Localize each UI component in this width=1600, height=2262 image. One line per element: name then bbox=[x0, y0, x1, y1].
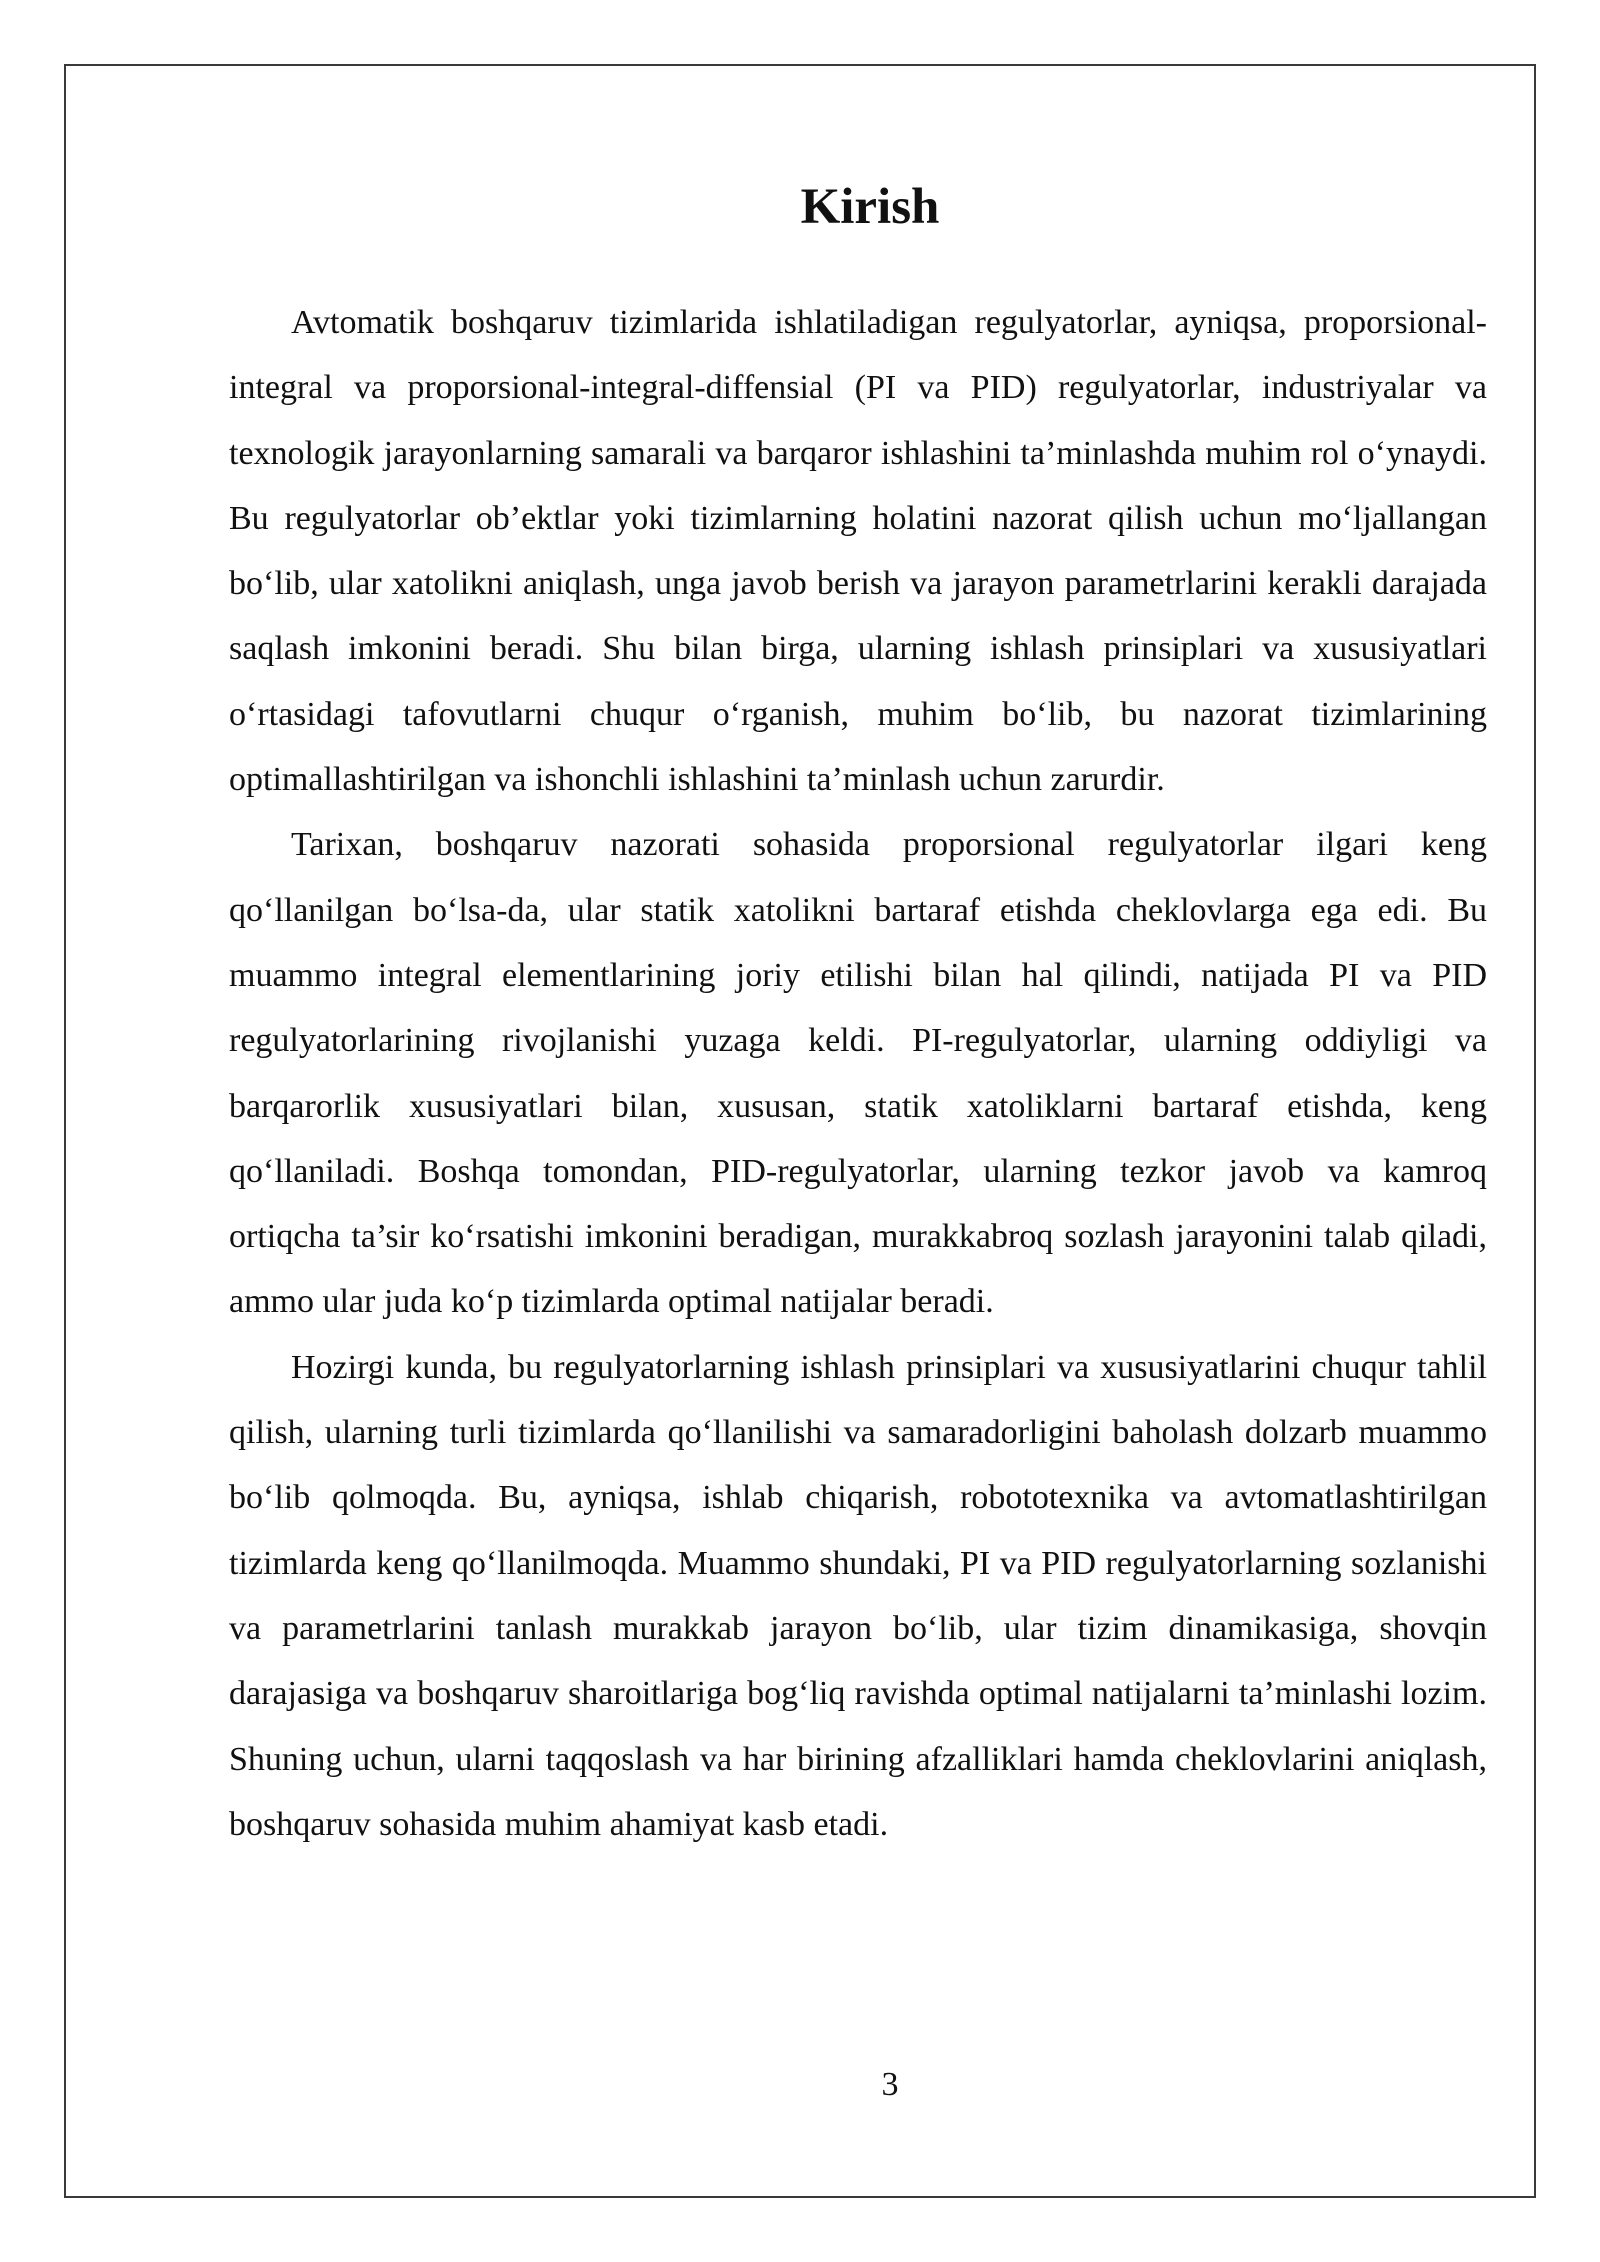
page-title: Kirish bbox=[800, 179, 940, 236]
paragraph-2: Tarixan, boshqaruv nazorati sohasida proporsional regulyatorlar ilgari keng qo‘llanilgan bo‘lsa-da, ular statik xatolikni bartaraf etishda cheklovlarga ega edi. Bu muammo integral elementlarining joriy etilishi bilan hal qilindi, natijada PI va PID regulyatorlarining rivojlanishi yuzaga keldi. PI-regulyatorlar, ularning oddiyligi va barqarorlik xususiyatlari bilan, xususan, statik xatoliklarni bartaraf etishda, keng qo‘llaniladi. Boshqa tomondan, PID-regulyatorlar, ularning tezkor javob va kamroq ortiqcha ta’sir ko‘rsatishi imkonini beradigan, murakkabroq sozlash jarayonini talab qiladi, ammo ular juda ko‘p tizimlarda optimal natijalar beradi. bbox=[229, 826, 1487, 1321]
page-number: 3 bbox=[881, 2066, 899, 2103]
document-body bbox=[229, 290, 1487, 1857]
paragraph-1: Avtomatik boshqaruv tizimlarida ishlatiladigan regulyatorlar, ayniqsa, proporsional-integral va proporsional-integral-diffensial (PI va PID) regulyatorlar, industriyalar va texnologik jarayonlarning samarali va barqaror ishlashini ta’minlashda muhim rol o‘ynaydi. Bu regulyatorlar ob’ektlar yoki tizimlarning holatini nazorat qilish uchun mo‘ljallangan bo‘lib, ular xatolikni aniqlash, unga javob berish va jarayon parametrlarini kerakli darajada saqlash imkonini beradi. Shu bilan birga, ularning ishlash prinsiplari va xususiyatlari o‘rtasidagi tafovutlarni chuqur o‘rganish, muhim bo‘lib, bu nazorat tizimlarining optimallashtirilgan va ishonchli ishlashini ta’minlash uchun zarurdir. bbox=[229, 304, 1487, 799]
paragraph-3: Hozirgi kunda, bu regulyatorlarning ishlash prinsiplari va xususiyatlarini chuqur tahlil qilish, ularning turli tizimlarda qo‘llanilishi va samaradorligini baholash dolzarb muammo bo‘lib qolmoqda. Bu, ayniqsa, ishlab chiqarish, robototexnika va avtomatlashtirilgan tizimlarda keng qo‘llanilmoqda. Muammo shundaki, PI va PID regulyatorlarning sozlanishi va parametrlarini tanlash murakkab jarayon bo‘lib, ular tizim dinamikasiga, shovqin darajasiga va boshqaruv sharoitlariga bog‘liq ravishda optimal natijalarni ta’minlashi lozim. Shuning uchun, ularni taqqoslash va har birining afzalliklari hamda cheklovlarini aniqlash, boshqaruv sohasida muhim ahamiyat kasb etadi. bbox=[229, 1348, 1487, 1843]
